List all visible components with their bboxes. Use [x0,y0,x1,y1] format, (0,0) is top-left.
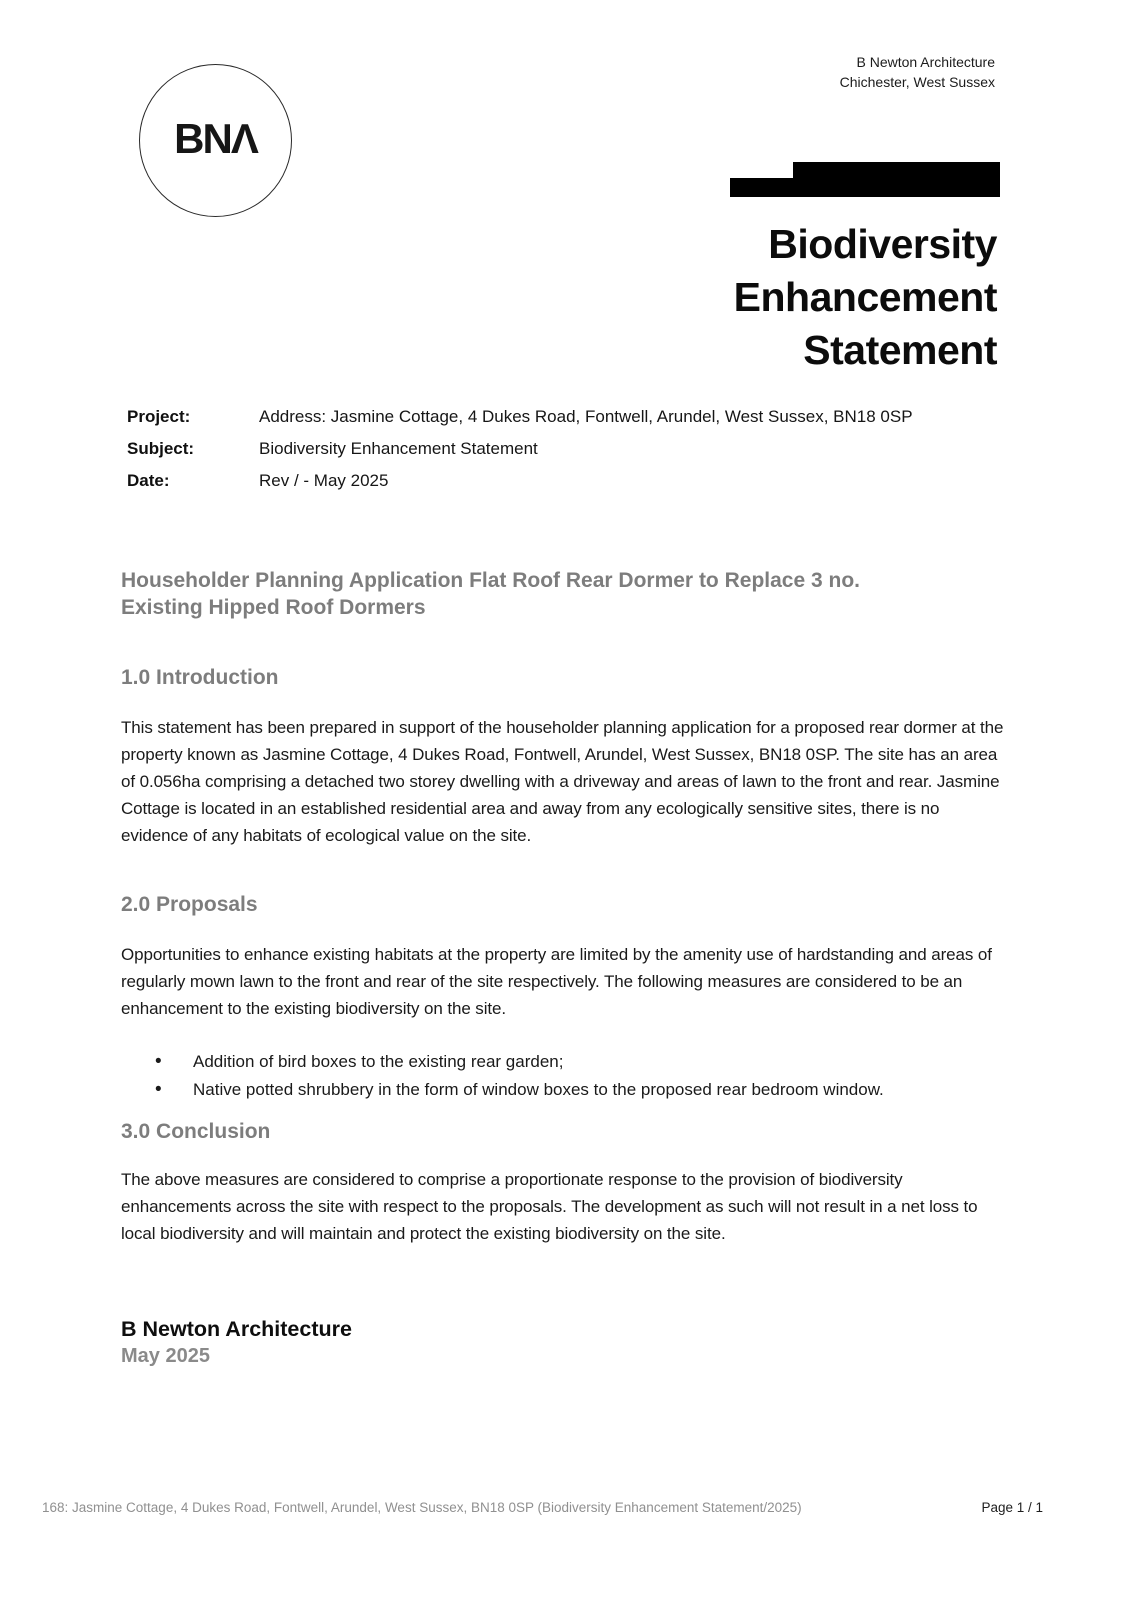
meta-label-project: Project: [127,407,191,426]
bna-logo-text: BNΛ [174,114,257,162]
introduction-paragraph: This statement has been prepared in support of the householder planning application for a proposed rear dormer at the property known as Jasmine Cottage, 4 Dukes Road, Fontwell, Arundel, West Sussex, BN18 0SP. The site has an area of 0.056ha comprising a detached two storey dwelling with a driveway and areas of lawn to the front and rear. Jasmine Cottage is located in an established residential area and away from any ecologically sensitive sites, there is no evidence of any habitats of ecological value on the site. [121,718,1004,845]
firm-info [840,52,995,92]
bullet-item-window-boxes: • Native potted shrubbery in the form of window boxes to the proposed rear bedroom window. [121,1076,1021,1104]
firm-name: B Newton Architecture [856,54,995,70]
meta-row-date [127,470,913,491]
meta-row-subject [127,438,913,459]
conclusion-paragraph: The above measures are considered to comprise a proportionate response to the provision of biodiversity enhancements across the site with respect to the proposals. The development as such will not result in a net loss to local biodiversity and will maintain and protect the existing biodiversity on the site. [121,1170,978,1243]
section-heading-proposals: 2.0 Proposals [121,893,258,916]
meta-value-project: Address: Jasmine Cottage, 4 Dukes Road, Fontwell, Arundel, West Sussex, BN18 0SP [259,407,913,426]
footer-page-indicator: Page 1 / 1 [981,1500,1043,1515]
proposals-paragraph: Opportunities to enhance existing habitats at the property are limited by the amenity use of hardstanding and areas of regularly mown lawn to the front and rear of the site respectively. The following measures are considered to be an enhancement to the existing biodiversity on the site. [121,945,992,1018]
header-bar-step-rect [730,178,794,197]
firm-location: Chichester, West Sussex [839,74,995,90]
meta-table [127,406,913,502]
bullet-item-bird-boxes: • Addition of bird boxes to the existing rear garden; [121,1048,1021,1076]
meta-value-date: Rev / - May 2025 [259,471,389,490]
footer-reference: 168: Jasmine Cottage, 4 Dukes Road, Fontwell, Arundel, West Sussex, BN18 0SP (Biodiversity Enhancement Statement/2025) [42,1500,802,1515]
meta-row-project [127,406,913,427]
meta-label-subject: Subject: [127,439,195,458]
header-bar-main-rect [793,162,1000,197]
meta-value-subject: Biodiversity Enhancement Statement [259,439,538,458]
section-heading-introduction: 1.0 Introduction [121,666,279,689]
page-title: Biodiversity Enhancement Statement [733,221,997,373]
main-heading: Householder Planning Application Flat Roof Rear Dormer to Replace 3 no. Existing Hipped Roof Dormers [121,569,860,619]
meta-label-date: Date: [127,471,170,490]
section-heading-conclusion: 3.0 Conclusion [121,1120,271,1143]
proposals-bullet-list [121,1048,1021,1104]
signature-block [121,1316,352,1369]
bna-logo [139,64,292,217]
signature-name: B Newton Architecture [121,1317,352,1341]
page-footer [42,1500,1043,1515]
signature-date: May 2025 [121,1345,210,1367]
